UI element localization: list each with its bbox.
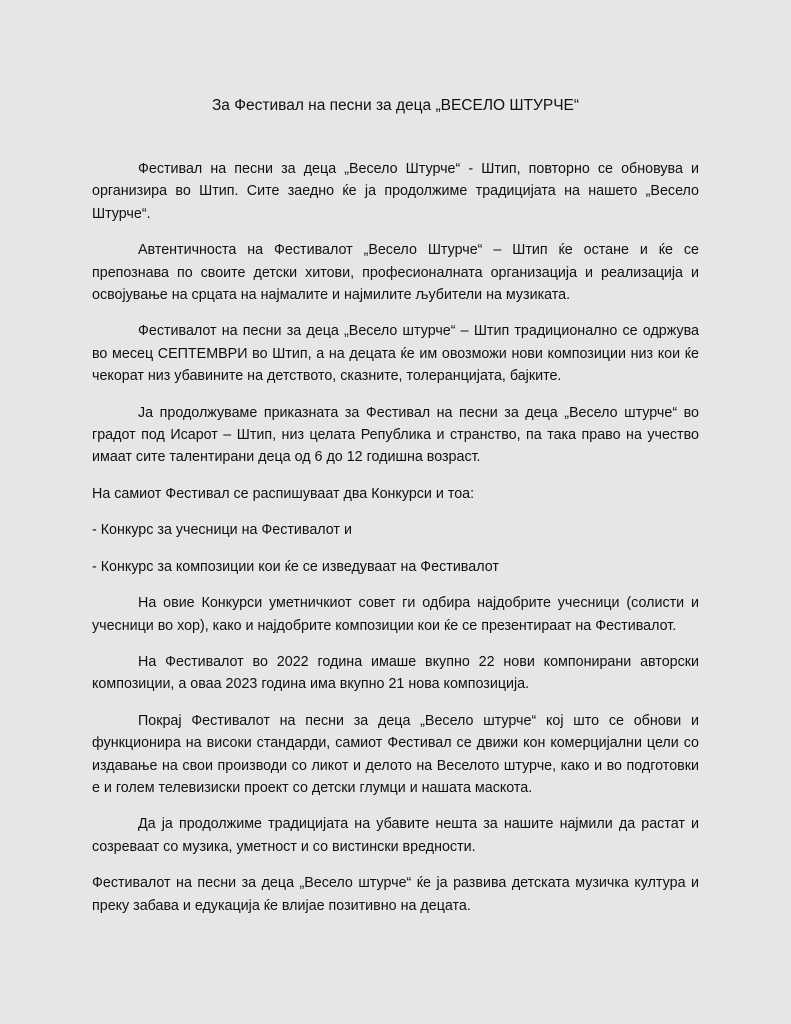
list-item-participants-contest: - Конкурс за учесници на Фестивалот и [92, 522, 352, 539]
paragraph-authenticity: Автентичноста на Фестивалот „Весело Штурче“ – Штип ќе остане и ќе се препознава по своите детски хитови, професионалната организација и реализација и освојување на срцата на најмалите и најмилите љубители на музиката. [92, 242, 699, 304]
paragraph-participation: Ја продолжуваме приказната за Фестивал на песни за деца „Весело штурче“ во градот под Исарот – Штип, низ целата Република и странство, па така право на учество имаат сите талентирани деца од 6 до 12 годишна возраст. [92, 404, 699, 466]
paragraph-contests-intro: На самиот Фестивал се распишуваат два Конкурси и тоа: [92, 485, 475, 502]
list-item-compositions-contest: - Конкурс за композиции кои ќе се изведуваат на Фестивалот [92, 558, 499, 575]
paragraph-september: Фестивалот на песни за деца „Весело штурче“ – Штип традиционално се одржува во месец СЕПТЕМВРИ во Штип, а на децата ќе им овозможи нови композиции низ кои ќе чекорат низ убавините на детството, сказните, толеранцијата, бајките. [92, 323, 699, 385]
paragraph-art-council: На овие Конкурси уметничкиот совет ги одбира најдобрите учесници (солисти и учесници во хор), како и најдобрите композиции кои ќе се презентираат на Фестивалот. [92, 595, 699, 634]
paragraph-tradition: Да ја продолжиме традицијата на убавите нешта за нашите најмили да растат и созреваат со музика, уметност и со вистински вредности. [92, 816, 699, 855]
paragraph-compositions-count: На Фестивалот во 2022 година имаше вкупно 22 нови компонирани авторски композиции, а оваа 2023 година има вкупно 21 нова композиција. [92, 653, 699, 693]
paragraph-commercial-goals: Покрај Фестивалот на песни за деца „Весело штурче“ кој што се обнови и функционира на високи стандарди, самиот Фестивал се движи кон комерцијални цели со издавање на свои производи со ликот и делото на Веселото штурче, како и во подготовки е и голем телевизиски проект со детски глумци и нашата маскота. [92, 712, 699, 796]
document-title: За Фестивал на песни за деца „ВЕСЕЛО ШТУРЧЕ“ [211, 97, 580, 114]
paragraph-intro: Фестивал на песни за деца „Весело Штурче“ - Штип, повторно се обновува и организира во Штип. Сите заедно ќе ја продолжиме традицијата на нашето „Весело Штурче“. [92, 161, 699, 222]
paragraph-conclusion: Фестивалот на песни за деца „Весело штурче“ ќе ја развива детската музичка култура и преку забава и едукација ќе влијае позитивно на децата. [92, 875, 699, 914]
